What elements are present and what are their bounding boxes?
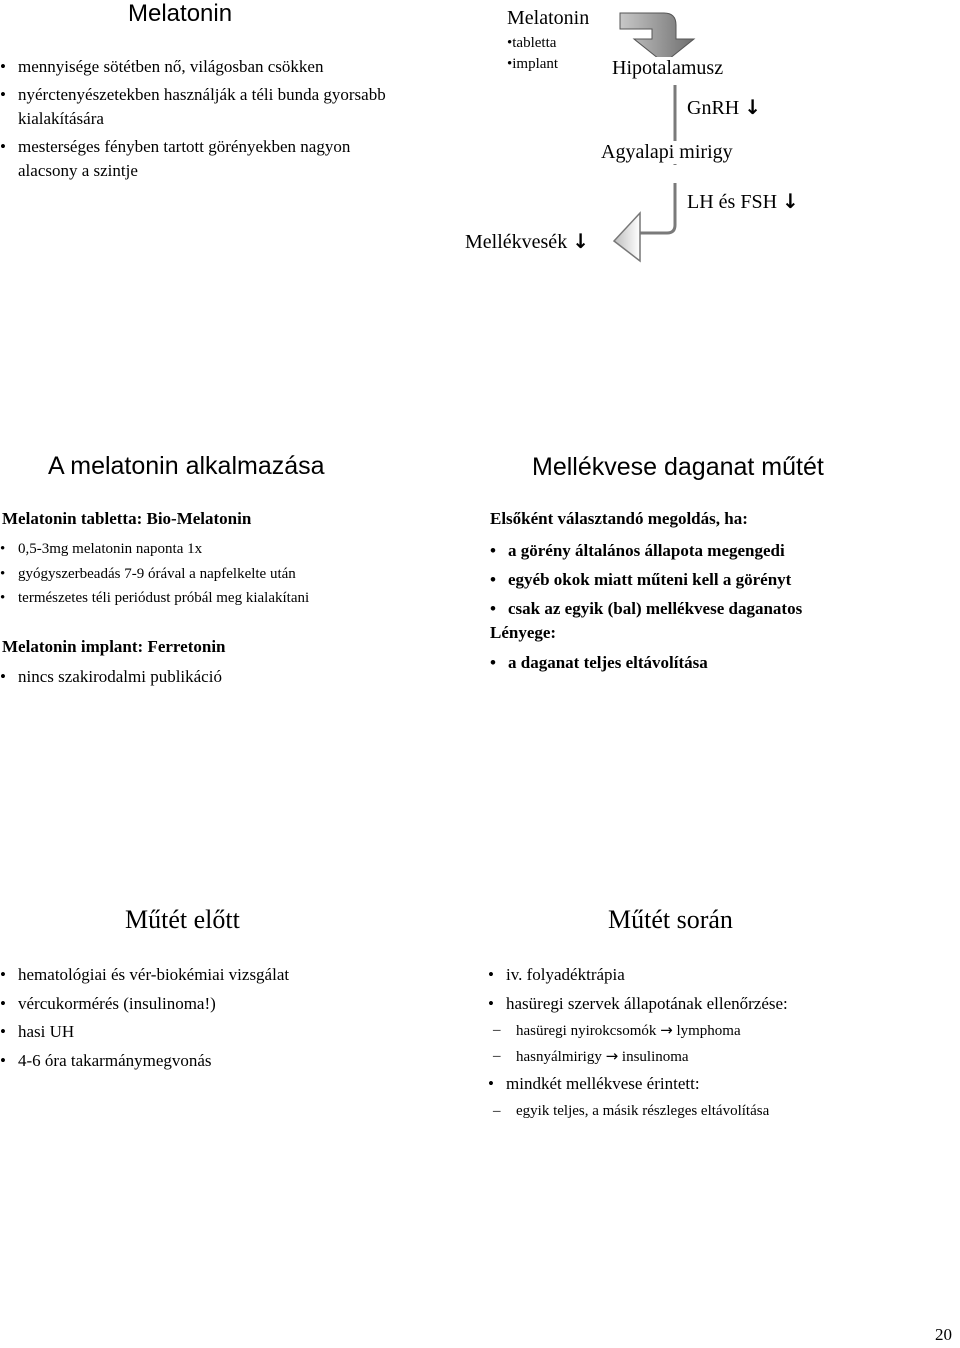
slide3-bullet: • természetes téli periódust próbál meg kialakítani: [0, 586, 440, 611]
gnrh-label: GnRH ↓: [687, 95, 761, 119]
slide4-essence-list: [490, 651, 950, 675]
arrow-to-adrenals: [614, 213, 640, 261]
slide6-bullet-text: hasüregi szervek állapotának ellenőrzése:: [506, 993, 788, 1013]
slide6-bullet: [488, 1070, 953, 1124]
slide6-bullet: • iv. folyadéktrápia: [488, 961, 953, 990]
slide4-heading-conditions: Elsőként választandó megoldás, ha:: [490, 509, 748, 528]
slide6-sublist: [488, 1018, 953, 1070]
slide3-heading-tablet: Melatonin tabletta: Bio-Melatonin: [2, 509, 252, 528]
slide5-title: Műtét előtt: [125, 905, 240, 934]
slide5-bullet: • hematológiai és vér-biokémiai vizsgálat: [0, 961, 440, 990]
slide6-sublist: [488, 1099, 953, 1124]
slide3-tablet-list: [0, 537, 440, 611]
slide3-heading-implant: Melatonin implant: Ferretonin: [2, 637, 226, 656]
down-arrow-icon: ↓: [572, 229, 589, 253]
slide6-subitem: – egyik teljes, a másik részleges eltávolítása: [488, 1099, 953, 1124]
slide5-bullet: • hasi UH: [0, 1018, 440, 1047]
slide6-subitem: – hasnyálmirigy → insulinoma: [488, 1044, 953, 1070]
slide6-bullet: [488, 990, 953, 1071]
slide3-title: A melatonin alkalmazása: [48, 452, 325, 480]
slide3-implant-list: [0, 665, 440, 689]
slide4-conditions-list: [490, 536, 950, 623]
slide4-title: Mellékvese daganat műtét: [532, 453, 824, 481]
down-arrow-icon: ↓: [782, 189, 799, 213]
melatonin-to-hypothalamus-arrow: [620, 13, 694, 63]
melatonin-forms: [507, 33, 558, 75]
slide1-bullet-list: [0, 55, 395, 183]
slide4-bullet: • csak az egyik (bal) mellékvese daganatos: [490, 594, 950, 623]
slide6-subitem: – hasüregi nyirokcsomók → lymphoma: [488, 1018, 953, 1044]
slide4-heading-essence: Lényege:: [490, 623, 557, 642]
slide4-bullet: • a görény általános állapota megengedi: [490, 536, 950, 565]
slide5-bullet-list: [0, 961, 440, 1075]
down-arrow-icon: ↓: [744, 95, 761, 119]
slide1-title: Melatonin: [128, 0, 233, 27]
right-arrow-icon: →: [660, 1021, 673, 1039]
slide6-bullet-text: mindkét mellékvese érintett:: [506, 1074, 700, 1093]
melatonin-label: Melatonin: [507, 7, 590, 29]
adrenals-label: Mellékvesék ↓: [465, 229, 589, 253]
page-number: 20: [935, 1325, 952, 1344]
pituitary-to-adrenals-line: [640, 183, 675, 233]
slide4-bullet: • a daganat teljes eltávolítása: [490, 651, 950, 675]
slide6-bullet-list: [488, 961, 953, 1124]
slide6-title: Műtét során: [608, 905, 733, 934]
slide1-bullet: • mesterséges fényben tartott görényekben nagyon alacsony a szintje: [0, 135, 395, 183]
right-arrow-icon: →: [605, 1047, 619, 1065]
slide5-bullet: • 4-6 óra takarmánymegvonás: [0, 1047, 440, 1076]
hormone-flow-diagram: [600, 5, 720, 265]
slide1-bullet: • nyérctenyészetekben használják a téli bunda gyorsabb kialakítására: [0, 83, 395, 131]
slide3-bullet: • nincs szakirodalmi publikáció: [0, 665, 440, 689]
slide3-bullet: • gyógyszerbeadás 7-9 órával a napfelkelte után: [0, 562, 440, 587]
pituitary-label: Agyalapi mirigy: [601, 141, 733, 163]
slide4-bullet: • egyéb okok miatt műteni kell a görényt: [490, 565, 950, 594]
slide3-bullet: • 0,5-3mg melatonin naponta 1x: [0, 537, 440, 562]
form-item: •tabletta: [507, 35, 557, 51]
slide5-bullet: • vércukormérés (insulinoma!): [0, 990, 440, 1019]
slide1-bullet: • mennyisége sötétben nő, világosban csökken: [0, 55, 395, 79]
lh-fsh-label: LH és FSH ↓: [687, 189, 799, 213]
hypothalamus-label: Hipotalamusz: [612, 57, 724, 79]
form-item: •implant: [507, 56, 559, 72]
